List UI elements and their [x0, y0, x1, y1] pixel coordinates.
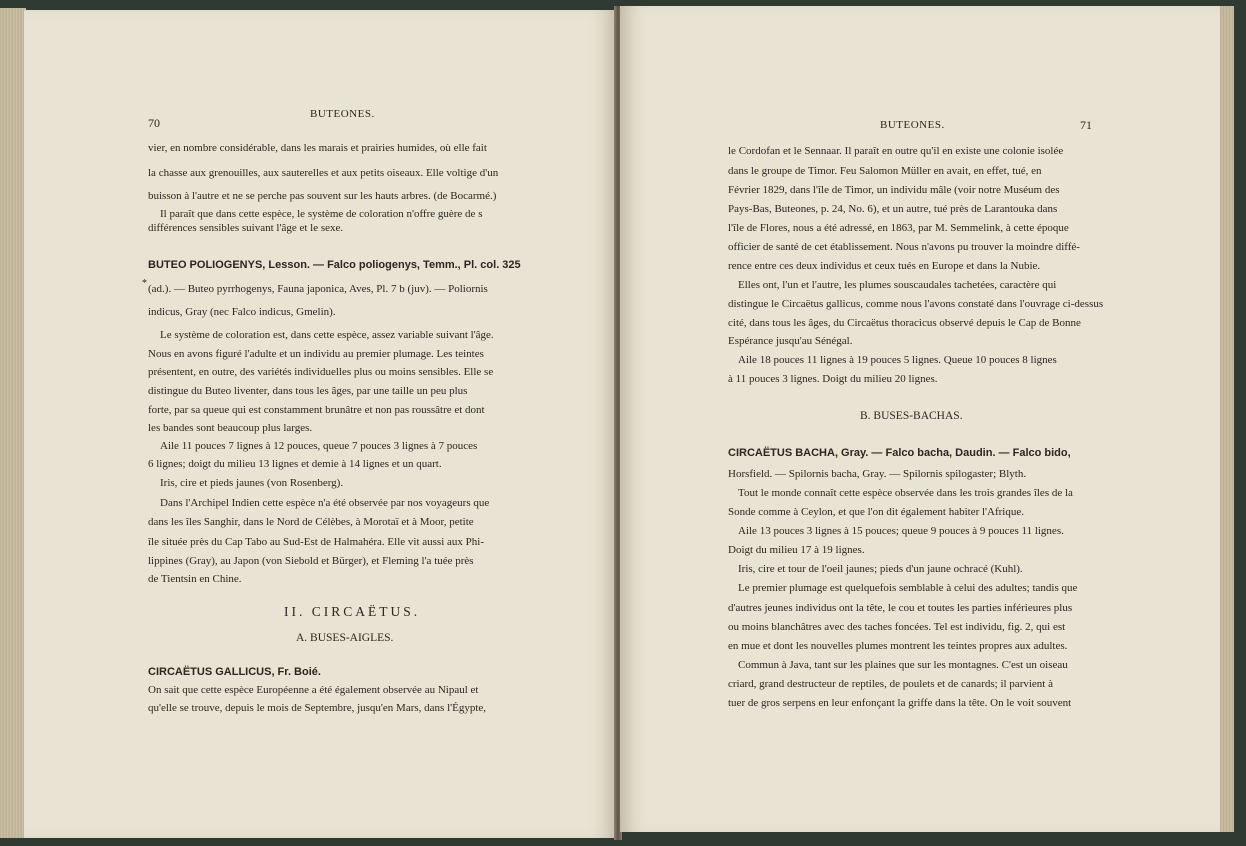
text-line: 6 lignes; doigt du milieu 13 lignes et demie à 14 lignes et un quart. [148, 458, 442, 470]
text-line: Doigt du milieu 17 à 19 lignes. [728, 544, 865, 556]
text-line: la chasse aux grenouilles, aux sauterelles et aux petits oiseaux. Elle voltige d'un [148, 167, 499, 179]
text-line: distingue du Buteo liventer, dans tous les âges, par une taille un peu plus [148, 385, 468, 397]
text-line: Iris, cire et tour de l'oeil jaunes; pieds d'un jaune ochracé (Kuhl). [738, 563, 1023, 575]
text-line: Espérance jusqu'au Sénégal. [728, 335, 853, 347]
text-line: indicus, Gray (nec Falco indicus, Gmelin). [148, 306, 336, 318]
text-line: différences sensibles suivant l'âge et le sexe. [148, 222, 344, 234]
text-line: Février 1829, dans l'île de Timor, un individu mâle (voir notre Muséum des [728, 184, 1060, 196]
text-line: Il paraît que dans cette espèce, le système de coloration n'offre guère de s [160, 208, 483, 220]
text-line: Elles ont, l'un et l'autre, les plumes souscaudales tachetées, caractère qui [738, 279, 1057, 291]
text-line: le Cordofan et le Sennaar. Il paraît en outre qu'il en existe une colonie isolée [728, 145, 1064, 157]
text-line: Iris, cire et pieds jaunes (von Rosenberg). [160, 477, 344, 489]
text-line: Tout le monde connaît cette espèce observée dans les trois grandes îles de la [738, 487, 1073, 499]
text-line: Dans l'Archipel Indien cette espèce n'a été observée par nos voyageurs que [160, 497, 490, 509]
section-title: II. CIRCAËTUS. [284, 604, 421, 619]
running-head: BUTEONES. [310, 108, 375, 120]
species-heading: BUTEO POLIOGENYS, Lesson. — Falco poliogenys, Temm., Pl. col. 325 [148, 259, 521, 271]
text-line: Aile 11 pouces 7 lignes à 12 pouces, queue 7 pouces 3 lignes à 7 pouces [160, 440, 478, 452]
text-line: Sonde comme à Ceylon, et que l'on dit également habiter l'Afrique. [728, 506, 1024, 518]
text-line: cité, dans tous les âges, du Circaëtus thoracicus observé depuis le Cap de Bonne [728, 317, 1081, 329]
text-line: les bandes sont beaucoup plus larges. [148, 422, 313, 434]
text-line: On sait que cette espèce Européenne a été également observée au Nipaul et [148, 684, 479, 696]
text-line: île située près du Cap Tabo au Sud-Est de Halmahéra. Elle vit aussi aux Phi- [148, 536, 484, 548]
text-line: l'île de Flores, nous a été adressé, en 1863, par M. Semmelink, à cette époque [728, 222, 1069, 234]
text-line: Le premier plumage est quelquefois semblable à celui des adultes; tandis que [738, 582, 1078, 594]
text-line: distingue le Circaëtus gallicus, comme nous l'avons constaté dans l'ouvrage ci-dessus [728, 298, 1104, 310]
text-line: Horsfield. — Spilornis bacha, Gray. — Spilornis spilogaster; Blyth. [728, 468, 1027, 480]
page-number: 70 [148, 116, 160, 130]
text-line: forte, par sa queue qui est constamment brunâtre et non pas roussâtre et dont [148, 404, 485, 416]
text-line: à 11 pouces 3 lignes. Doigt du milieu 20 lignes. [728, 373, 938, 385]
text-line: criard, grand destructeur de reptiles, de poulets et de canards; il parvient à [728, 678, 1053, 690]
text-line: tuer de gros serpens en leur enfonçant la griffe dans la tête. On le voit souvent [728, 697, 1072, 709]
right-page [620, 6, 1220, 832]
text-line: présentent, en outre, des variétés individuelles plus ou moins sensibles. Elle se [148, 366, 494, 378]
text-line: (ad.). — Buteo pyrrhogenys, Fauna japonica, Aves, Pl. 7 b (juv). — Poliornis [148, 283, 488, 295]
text-line: en mue et dont les nouvelles plumes montrent les teintes propres aux adultes. [728, 640, 1068, 652]
running-head: BUTEONES. [880, 119, 945, 131]
subsection-title: B. BUSES-BACHAS. [860, 410, 963, 422]
page-number: 71 [1080, 118, 1092, 132]
text-line: vier, en nombre considérable, dans les marais et prairies humides, où elle fait [148, 142, 487, 154]
text-line: rence entre ces deux individus et ceux tués en Europe et dans la Nubie. [728, 260, 1041, 272]
text-line: Aile 18 pouces 11 lignes à 19 pouces 5 lignes. Queue 10 pouces 8 lignes [738, 354, 1057, 366]
text-line: lippines (Gray), au Japon (von Siebold et Bürger), et Fleming l'a tuée près [148, 555, 474, 567]
text-line: qu'elle se trouve, depuis le mois de Septembre, jusqu'en Mars, dans l'Égypte, [148, 702, 487, 714]
left-page [24, 10, 616, 838]
text-line: d'autres jeunes individus ont la tête, le cou et toutes les parties inférieures plus [728, 602, 1073, 614]
text-line: Nous en avons figuré l'adulte et un individu au premier plumage. Les teintes [148, 348, 484, 360]
page-edges-left [0, 8, 26, 838]
text-line: ou moins blanchâtres avec des taches foncées. Tel est individu, fig. 2, qui est [728, 621, 1066, 633]
species-heading: CIRCAËTUS GALLICUS, Fr. Boié. [148, 666, 321, 678]
text-line: officier de santé de cet établissement. Nous n'avons pu trouver la moindre diffé- [728, 241, 1080, 253]
text-line: Le système de coloration est, dans cette espèce, assez variable suivant l'âge. [160, 329, 494, 341]
text-line: buisson à l'autre et ne se perche pas souvent sur les hauts arbres. (de Bocarmé.) [148, 190, 497, 202]
text-line: Pays-Bas, Buteones, p. 24, No. 6), et un autre, tué près de Larantouka dans [728, 203, 1058, 215]
text-line: dans les îles Sanghir, dans le Nord de Célèbes, à Morotaï et à Moor, petite [148, 516, 474, 528]
text-line: dans le groupe de Timor. Feu Salomon Müller en avait, en effet, tué, en [728, 165, 1042, 177]
margin-mark: * [142, 278, 147, 289]
species-heading: CIRCAËTUS BACHA, Gray. — Falco bacha, Daudin. — Falco bido, [728, 447, 1071, 459]
text-line: de Tientsin en Chine. [148, 573, 242, 585]
text-line: Aile 13 pouces 3 lignes à 15 pouces; queue 9 pouces à 9 pouces 11 lignes. [738, 525, 1064, 537]
text-line: Commun à Java, tant sur les plaines que sur les montagnes. C'est un oiseau [738, 659, 1068, 671]
subsection-title: A. BUSES-AIGLES. [296, 632, 394, 644]
